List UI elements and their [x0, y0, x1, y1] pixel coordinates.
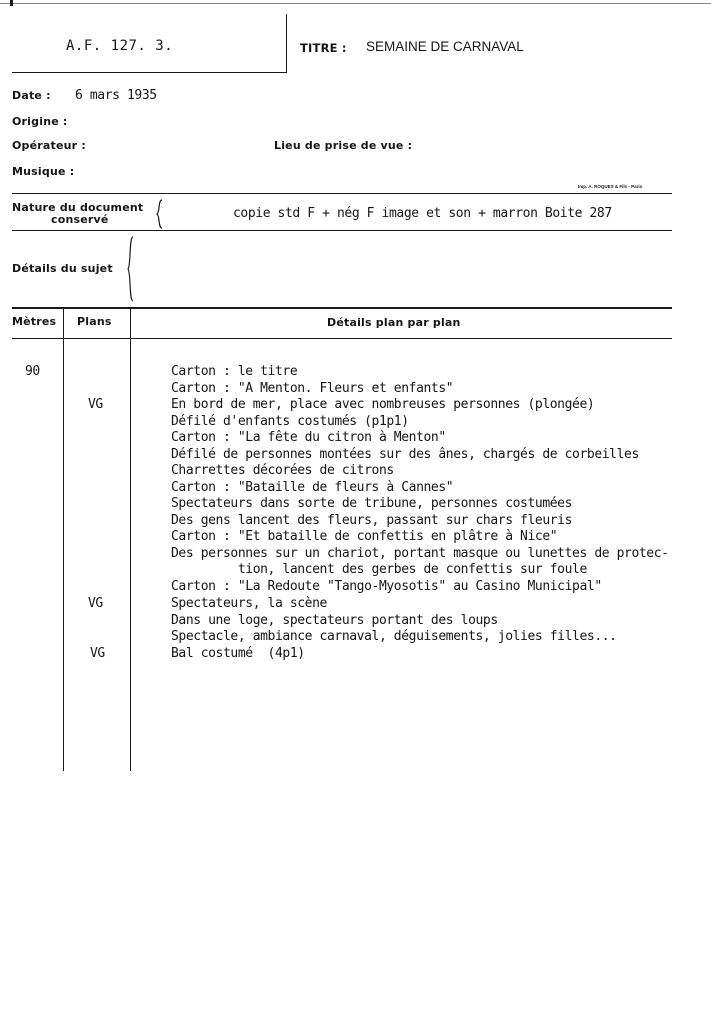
reference-code: A.F. 127. 3.: [66, 38, 174, 54]
table-top-border: [12, 307, 672, 309]
origine-label: Origine :: [12, 115, 68, 128]
date-value: 6 mars 1935: [75, 88, 157, 103]
top-edge-tick: [10, 0, 13, 6]
nature-top-border: [12, 193, 672, 194]
plans-entry: VG: [88, 397, 103, 412]
shot-line: Des gens lancent des fleurs, passant sur chars fleuris: [171, 512, 573, 528]
col-header-metres: Mètres: [12, 315, 57, 328]
musique-label: Musique :: [12, 165, 75, 178]
shot-line: Carton : le titre: [171, 364, 298, 379]
header-box-bottom-border: [12, 72, 287, 73]
table-header-bottom-border: [12, 338, 672, 339]
shot-line: En bord de mer, place avec nombreuses personnes (plongée): [171, 397, 595, 412]
shot-line: Carton : "Bataille de fleurs à Cannes": [171, 479, 454, 495]
shot-line: Charrettes décorées de citrons: [171, 463, 394, 478]
nature-brace-icon: [155, 199, 165, 229]
shot-line: Défilé d'enfants costumés (p1p1): [171, 413, 409, 429]
top-edge-line: [0, 3, 711, 4]
shot-line: Bal costumé (4p1): [171, 646, 305, 661]
shot-line: Spectacle, ambiance carnaval, déguisements, jolies filles...: [171, 629, 617, 644]
details-sujet-brace-icon: [126, 236, 136, 302]
shot-line: Spectateurs dans sorte de tribune, personnes costumées: [171, 496, 573, 511]
printer-credit: Imp. A. ROQUES & Fils - Paris: [578, 184, 643, 189]
shot-line: Carton : "A Menton. Fleurs et enfants": [171, 380, 454, 396]
title-label: TITRE :: [300, 41, 347, 55]
shot-line: Défilé de personnes montées sur des ânes, chargés de corbeilles: [171, 446, 639, 462]
operateur-label: Opérateur :: [12, 139, 86, 152]
nature-label-line1: Nature du document: [12, 201, 144, 214]
shot-line: Carton : "La Redoute "Tango-Myosotis" au Casino Municipal": [171, 578, 602, 594]
shot-line: tion, lancent des gerbes de confettis sur foule: [171, 562, 587, 577]
shot-line: Carton : "La fête du citron à Menton": [171, 430, 446, 445]
nature-bottom-border: [12, 230, 672, 231]
nature-label-line2: conservé: [51, 213, 109, 226]
shot-line: Spectateurs, la scène: [171, 596, 327, 611]
date-label: Date :: [12, 89, 51, 102]
col-divider-1: [63, 309, 64, 771]
col-header-details: Détails plan par plan: [327, 316, 461, 329]
shot-line: Carton : "Et bataille de confettis en plâtre à Nice": [171, 529, 558, 544]
nature-value: copie std F + nég F image et son + marron Boite 287: [233, 206, 612, 221]
plans-entry: VG: [90, 646, 105, 661]
title-value: SEMAINE DE CARNAVAL: [366, 39, 524, 54]
plans-entry: VG: [88, 596, 103, 611]
details-sujet-label: Détails du sujet: [12, 262, 113, 275]
lieu-label: Lieu de prise de vue :: [274, 139, 413, 152]
header-box-right-border: [286, 14, 287, 72]
shot-line: Dans une loge, spectateurs portant des loups: [171, 612, 498, 628]
col-divider-2: [130, 309, 131, 771]
shot-line: Des personnes sur un chariot, portant masque ou lunettes de protec-: [171, 545, 669, 561]
col-header-plans: Plans: [77, 315, 112, 328]
metres-entry: 90: [25, 364, 40, 379]
